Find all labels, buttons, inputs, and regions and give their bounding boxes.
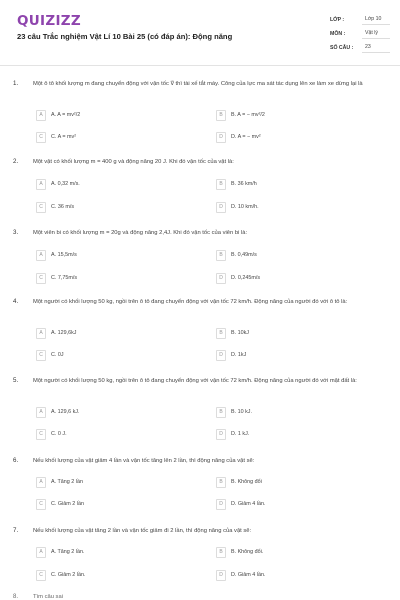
option-b[interactable]	[216, 179, 366, 190]
option-d[interactable]	[216, 499, 366, 510]
option-d[interactable]	[216, 350, 366, 361]
option-letter: C	[36, 273, 46, 284]
option-text: C. 7,75m/s	[51, 275, 78, 281]
option-b[interactable]	[216, 110, 366, 121]
option-text: B. 10kJ	[231, 330, 249, 336]
option-d[interactable]	[216, 273, 366, 284]
option-text: D. 1 kJ.	[231, 431, 250, 437]
meta-subject-value: Vật lý	[362, 28, 390, 39]
option-c[interactable]	[36, 570, 186, 581]
option-letter: A	[36, 328, 46, 339]
worksheet-header	[0, 0, 400, 66]
option-letter: B	[216, 250, 226, 261]
question-number: 5.	[13, 377, 19, 384]
option-letter: C	[36, 499, 46, 510]
question-8-text: Tìm câu sai	[33, 594, 63, 600]
option-text: D. 0,245m/s	[231, 275, 261, 281]
option-d[interactable]	[216, 429, 366, 440]
option-b[interactable]	[216, 547, 366, 558]
option-letter: B	[216, 328, 226, 339]
option-text: C. A = mv²	[51, 134, 77, 140]
option-a[interactable]	[36, 477, 186, 488]
option-letter: B	[216, 547, 226, 558]
meta-count	[330, 42, 390, 56]
question-text: Nếu khối lượng của vật tăng 2 lần và vận tốc giảm đi 2 lần, thì động năng của vật sẽ:	[33, 528, 252, 534]
question-text: Nếu khối lượng của vật giảm 4 lần và vận tốc tăng lên 2 lần, thì động năng của vật sẽ:	[33, 458, 255, 464]
option-text: C. Giảm 2 lần.	[51, 572, 86, 578]
option-c[interactable]	[36, 350, 186, 361]
option-letter: C	[36, 132, 46, 143]
option-text: C. Giảm 2 lần	[51, 501, 84, 507]
question-text: Một viên bi có khối lượng m = 20g và động năng 2,4J. Khi đó vận tốc của viên bi là:	[33, 230, 248, 236]
option-c[interactable]	[36, 132, 186, 143]
option-d[interactable]	[216, 132, 366, 143]
option-text: C. 0 J.	[51, 431, 67, 437]
meta-subject-label: MÔN :	[330, 31, 346, 37]
option-text: B. 0,49m/s	[231, 252, 257, 258]
option-c[interactable]	[36, 273, 186, 284]
option-b[interactable]	[216, 407, 366, 418]
option-letter: A	[36, 477, 46, 488]
option-b[interactable]	[216, 250, 366, 261]
worksheet-title: 23 câu Trắc nghiệm Vật Lí 10 Bài 25 (có đáp án): Động năng	[17, 32, 233, 41]
option-text: A. Tăng 2 lần.	[51, 549, 85, 555]
option-letter: D	[216, 570, 226, 581]
option-text: B. Không đổi.	[231, 549, 264, 555]
option-letter: C	[36, 202, 46, 213]
option-d[interactable]	[216, 570, 366, 581]
option-letter: D	[216, 499, 226, 510]
question-text: Một người có khối lượng 50 kg, ngồi trên ô tô đang chuyển động với vận tốc 72 km/h. Động năng của người đó với ô tô là:	[33, 299, 348, 305]
option-text: B. Không đổi	[231, 479, 262, 485]
option-text: A. A = mv²/2	[51, 112, 81, 118]
option-c[interactable]	[36, 499, 186, 510]
option-text: B. A = − mv²/2	[231, 112, 265, 118]
option-letter: A	[36, 407, 46, 418]
question-number: 3.	[13, 229, 19, 236]
option-c[interactable]	[36, 202, 186, 213]
meta-count-label: SỐ CÂU :	[330, 45, 354, 51]
option-letter: C	[36, 429, 46, 440]
question-list	[0, 66, 400, 600]
option-letter: A	[36, 250, 46, 261]
option-letter: B	[216, 477, 226, 488]
question-number: 7.	[13, 527, 19, 534]
question-text: Một người có khối lượng 50 kg, ngồi trên ô tô đang chuyển động với vận tốc 72 km/h. Động năng của người đó với mặt đất là:	[33, 378, 357, 384]
meta-subject	[330, 28, 390, 42]
question-text: Một ô tô khối lượng m đang chuyển động với vận tốc v⃗ thì tài xế tắt máy. Công của lực ma sát tác dụng lên xe làm xe dừng lại là	[33, 81, 363, 87]
option-text: A. 15,5m/s	[51, 252, 77, 258]
question-number: 2.	[13, 158, 19, 165]
quizizz-logo: QUIZIZZ	[17, 13, 81, 29]
option-letter: D	[216, 132, 226, 143]
option-letter: A	[36, 110, 46, 121]
option-text: D. Giảm 4 lần.	[231, 501, 266, 507]
option-letter: C	[36, 570, 46, 581]
option-letter: B	[216, 179, 226, 190]
option-b[interactable]	[216, 328, 366, 339]
option-letter: D	[216, 429, 226, 440]
option-d[interactable]	[216, 202, 366, 213]
option-text: B. 10 kJ.	[231, 409, 252, 415]
question-text: Một vật có khối lượng m = 400 g và động năng 20 J. Khi đó vận tốc của vật là:	[33, 159, 234, 165]
option-text: A. Tăng 2 lần	[51, 479, 83, 485]
question-number: 6.	[13, 457, 19, 464]
option-a[interactable]	[36, 179, 186, 190]
option-c[interactable]	[36, 429, 186, 440]
option-letter: A	[36, 179, 46, 190]
meta-grade	[330, 14, 390, 28]
option-text: D. A = − mv²	[231, 134, 261, 140]
option-text: B. 36 km/h	[231, 181, 257, 187]
option-a[interactable]	[36, 250, 186, 261]
option-a[interactable]	[36, 407, 186, 418]
option-b[interactable]	[216, 477, 366, 488]
option-letter: B	[216, 110, 226, 121]
option-text: D. Giảm 4 lần.	[231, 572, 266, 578]
option-letter: D	[216, 202, 226, 213]
option-letter: A	[36, 547, 46, 558]
option-letter: B	[216, 407, 226, 418]
option-text: D. 1kJ	[231, 352, 247, 358]
option-text: A. 129,6 kJ.	[51, 409, 80, 415]
option-text: A. 129,6kJ	[51, 330, 77, 336]
option-text: C. 0J	[51, 352, 64, 358]
question-8-number: 8.	[13, 594, 19, 600]
option-a[interactable]	[36, 547, 186, 558]
option-letter: D	[216, 273, 226, 284]
question-number: 1.	[13, 80, 19, 87]
option-a[interactable]	[36, 110, 186, 121]
option-text: A. 0,32 m/s.	[51, 181, 80, 187]
option-letter: C	[36, 350, 46, 361]
option-a[interactable]	[36, 328, 186, 339]
option-text: C. 36 m/s	[51, 204, 75, 210]
meta-count-value: 23	[362, 42, 390, 53]
option-text: D. 10 km/h.	[231, 204, 259, 210]
option-letter: D	[216, 350, 226, 361]
meta-grade-value: Lớp 10	[362, 14, 390, 25]
meta-grade-label: LỚP :	[330, 17, 345, 23]
question-number: 4.	[13, 298, 19, 305]
